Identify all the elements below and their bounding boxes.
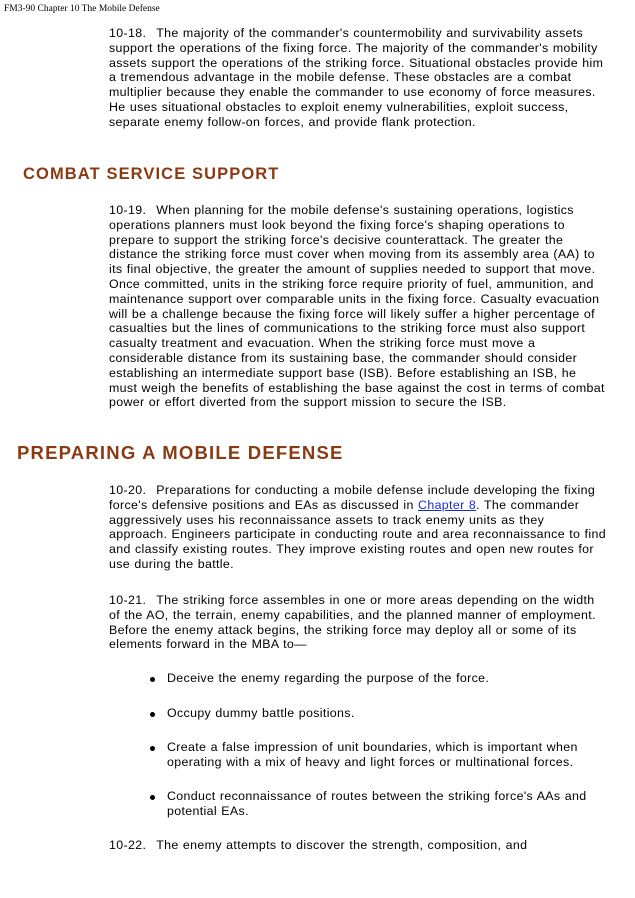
paragraph-10-21: [109, 593, 606, 652]
bullet-dot-icon: [150, 712, 155, 717]
paragraph-number: 10-19.: [109, 203, 147, 217]
section-heading-preparing-mobile-defense: PREPARING A MOBILE DEFENSE: [17, 442, 344, 463]
paragraph-10-22: [109, 838, 606, 853]
bullet-item: [150, 706, 610, 721]
paragraph-text: The enemy attempts to discover the strength, composition, and: [156, 838, 528, 852]
paragraph-number: 10-18.: [109, 26, 147, 40]
paragraph-number: 10-22.: [109, 838, 147, 852]
bullet-dot-icon: [150, 795, 155, 800]
bullet-dot-icon: [150, 677, 155, 682]
section-heading-combat-service-support: COMBAT SERVICE SUPPORT: [23, 165, 280, 183]
bullet-text: Conduct reconnaissance of routes between the striking force's AAs and potential EAs.: [167, 789, 587, 818]
paragraph-text: The majority of the commander's countermobility and survivability assets support the operations of the fixing force. The majority of the commander's mobility assets support the operations of the striking force. Situational obstacles provide him a tremendous advantage in the mobile defense. These obstacles are a combat multiplier because they enable the commander to use economy of force measures. He uses situational obstacles to exploit enemy vulnerabilities, exploit success, separate enemy follow-on forces, and provide flank protection.: [109, 26, 604, 129]
bullet-item: [150, 789, 610, 819]
paragraph-10-19: [109, 203, 606, 410]
paragraph-text: Preparations for conducting a mobile defense include developing the fixing force's defensive positions and EAs as discussed in: [109, 483, 596, 512]
paragraph-10-18: [109, 26, 606, 130]
paragraph-text: The striking force assembles in one or more areas depending on the width of the AO, the terrain, enemy capabilities, and the planned manner of employment. Before the enemy attack begins, the striking force may deploy all or some of its elements forward in the MBA to—: [109, 593, 596, 652]
paragraph-text: When planning for the mobile defense's sustaining operations, logistics operations planners must look beyond the fixing force's shaping operations to prepare to support the striking force's decisive counterattack. The greater the distance the striking force must cover when moving from its assembly area (AA) to its final objective, the greater the amount of supplies needed to support that move. Once committed, units in the striking force require priority of fuel, ammunition, and maintenance support over comparable units in the fixing force. Casualty evacuation will be a challenge because the fixing force will likely suffer a higher percentage of casualties but the lines of communications to the striking force must also support casualty treatment and evacuation. When the striking force must move a considerable distance from its sustaining base, the commander should consider establishing an intermediate support base (ISB). Before establishing an ISB, he must weigh the benefits of establishing the base against the cost in terms of combat power or effort diverted from the support mission to secure the ISB.: [109, 203, 605, 410]
bullet-item: [150, 740, 610, 770]
bullet-item: [150, 671, 610, 686]
paragraph-number: 10-21.: [109, 593, 147, 607]
paragraph-10-20: [109, 483, 606, 572]
bullet-text: Occupy dummy battle positions.: [167, 706, 355, 720]
paragraph-text-continued: . The commander aggressively uses his reconnaissance assets to track enemy units as they approach. Engineers participate in conducting route and area reconnaissance to find and classify existing routes. They improve existing routes and open new routes for use during the battle.: [109, 497, 606, 571]
paragraph-number: 10-20.: [109, 483, 147, 497]
running-header: FM3-90 Chapter 10 The Mobile Defense: [4, 4, 160, 14]
bullet-text: Create a false impression of unit boundaries, which is important when operating with a mix of heavy and light forces or multinational forces.: [167, 740, 578, 769]
chapter-8-link[interactable]: Chapter 8: [418, 497, 477, 512]
bullet-dot-icon: [150, 746, 155, 751]
bullet-text: Deceive the enemy regarding the purpose of the force.: [167, 671, 490, 685]
